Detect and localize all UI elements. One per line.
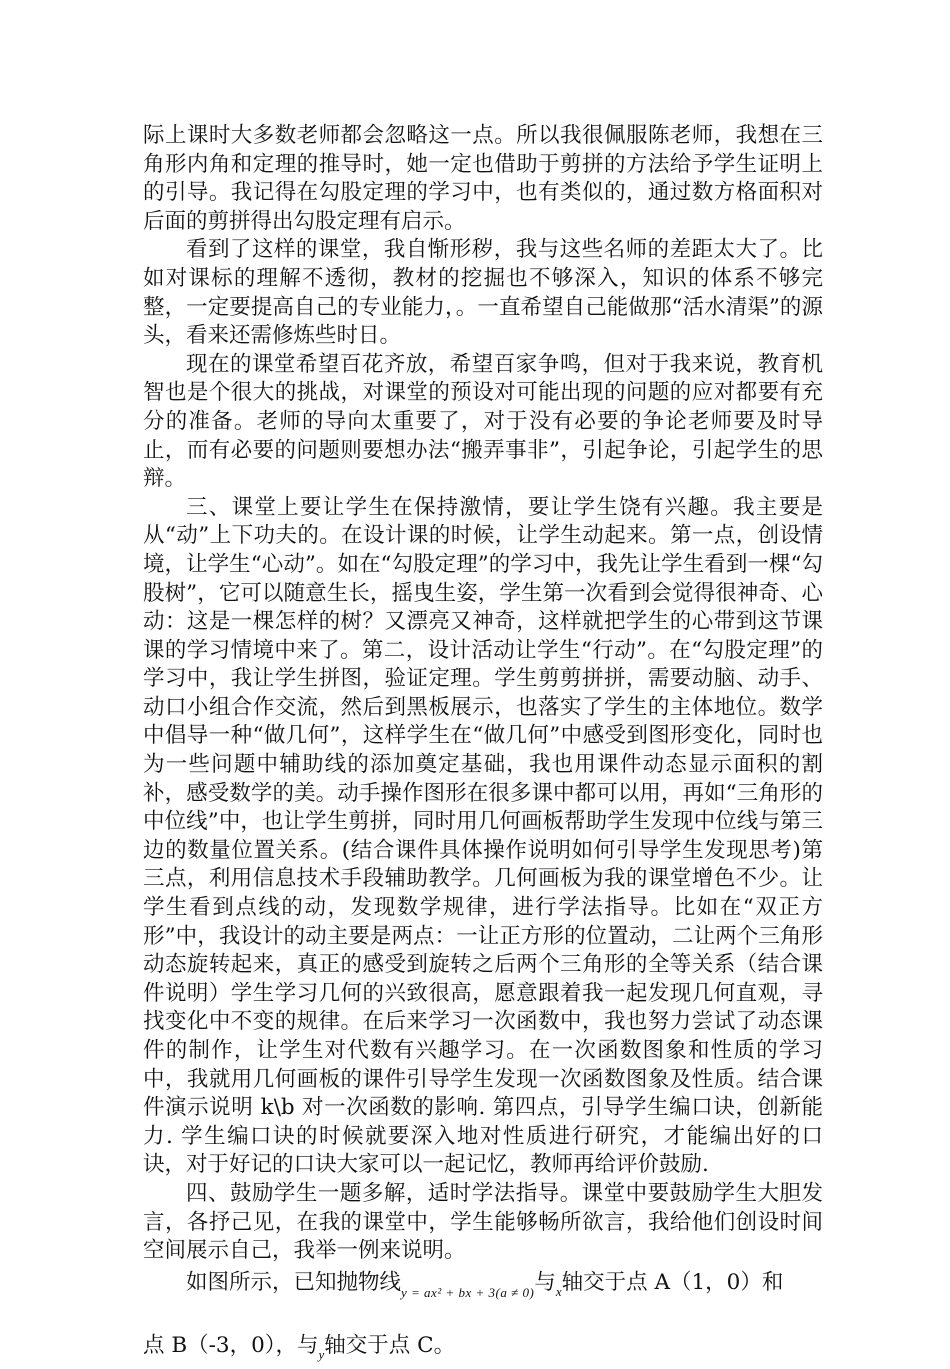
y-variable: y — [318, 1346, 325, 1362]
paragraph-2: 看到了这样的课堂，我自惭形秽，我与这些名师的差距太大了。比如对课标的理解不透彻，教材的挖掘也不够深入，知识的体系不够完整，一定要提高自己的专业能力，。一直希望自己能做那“活水清渠”的源头，看来还需修炼些时日。 — [143, 237, 823, 349]
problem-mid-1: 与 — [534, 1269, 556, 1295]
problem-mid-2: 轴交于点 A（1，0）和 — [561, 1269, 784, 1295]
problem-line2-end: 轴交于点 C。 — [324, 1332, 456, 1358]
x-variable: x — [555, 1283, 562, 1299]
problem-continuation — [143, 1332, 823, 1369]
parabola-formula: y = ax² + bx + 3(a ≠ 0) — [401, 1284, 535, 1300]
paragraph-4: 三、课堂上要让学生在保持激情，要让学生饶有兴趣。我主要是从“动”上下功夫的。在设计课的时候，让学生动起来。第一点，创设情境，让学生“心动”。如在“勾股定理”的学习中，我先让学生看到一棵“勾股树”，它可以随意生长，摇曳生姿，学生第一次看到会觉得很神奇、心动：这是一棵怎样的树？又漂亮又神奇，这样就把学生的心带到这节课课的学习情境中来了。第二，设计活动让学生“行动”。在“勾股定理”的学习中，我让学生拼图，验证定理。学生剪剪拼拼，需要动脑、动手、动口小组合作交流，然后到黑板展示，也落实了学生的主体地位。数学中倡导一种“做几何”，这样学生在“做几何”中感受到图形变化，同时也为一些问题中辅助线的添加奠定基础，我也用课件动态显示面积的割补，感受数学的美。动手操作图形在很多课中都可以用，再如“三角形的中位线”中，也让学生剪拼，同时用几何画板帮助学生发现中位线与第三边的数量位置关系。(结合课件具体操作说明如何引导学生发现思考)第三点，利用信息技术手段辅助教学。几何画板为我的课堂增色不少。让学生看到点线的动，发现数学规律，进行学法指导。比如在“双正方形”中，我设计的动主要是两点：一让正方形的位置动，二让两个三角形动态旋转起来，真正的感受到旋转之后两个三角形的全等关系（结合课件说明）学生学习几何的兴致很高，愿意跟着我一起发现几何直观，寻找变化中不变的规律。在后来学习一次函数中，我也努力尝试了动态课件的制作，让学生对代数有兴趣学习。在一次函数图象和性质的学习中，我就用几何画板的课件引导学生发现一次函数图象及性质。结合课件演示说明 k\b 对一次函数的影响. 第四点，引导学生编口诀，创新能力. 学生编口诀的时候就要深入地对性质进行研究，才能编出好的口诀，对于好记的口诀大家可以一起记忆，教师再给评价鼓励. — [143, 494, 823, 1178]
paragraph-1: 际上课时大多数老师都会忽略这一点。所以我很佩服陈老师，我想在三角形内角和定理的推导时，她一定也借助于剪拼的方法给予学生证明上的引导。我记得在勾股定理的学习中，也有类似的，通过数方格面积对后面的剪拼得出勾股定理有启示。 — [143, 123, 823, 234]
problem-intro: 如图所示，已知抛物线 — [186, 1269, 402, 1295]
document-page — [143, 122, 823, 1369]
paragraph-3: 现在的课堂希望百花齐放，希望百家争鸣，但对于我来说，教育机智也是个很大的挑战，对课堂的预设对可能出现的问题的应对都要有充分的准备。老师的导向太重要了，对于没有必要的争论老师要及时导止，而有必要的问题则要想办法“搬弄事非”，引起争论，引起学生的思辩。 — [143, 351, 823, 492]
problem-statement — [143, 1266, 823, 1310]
paragraph-5: 四、鼓励学生一题多解，适时学法指导。课堂中要鼓励学生大胆发言，各抒己见，在我的课堂中，学生能够畅所欲言，我给他们创设时间空间展示自己，我举一例来说明。 — [143, 1180, 823, 1264]
problem-line2-start: 点 B（-3，0），与 — [143, 1332, 319, 1358]
